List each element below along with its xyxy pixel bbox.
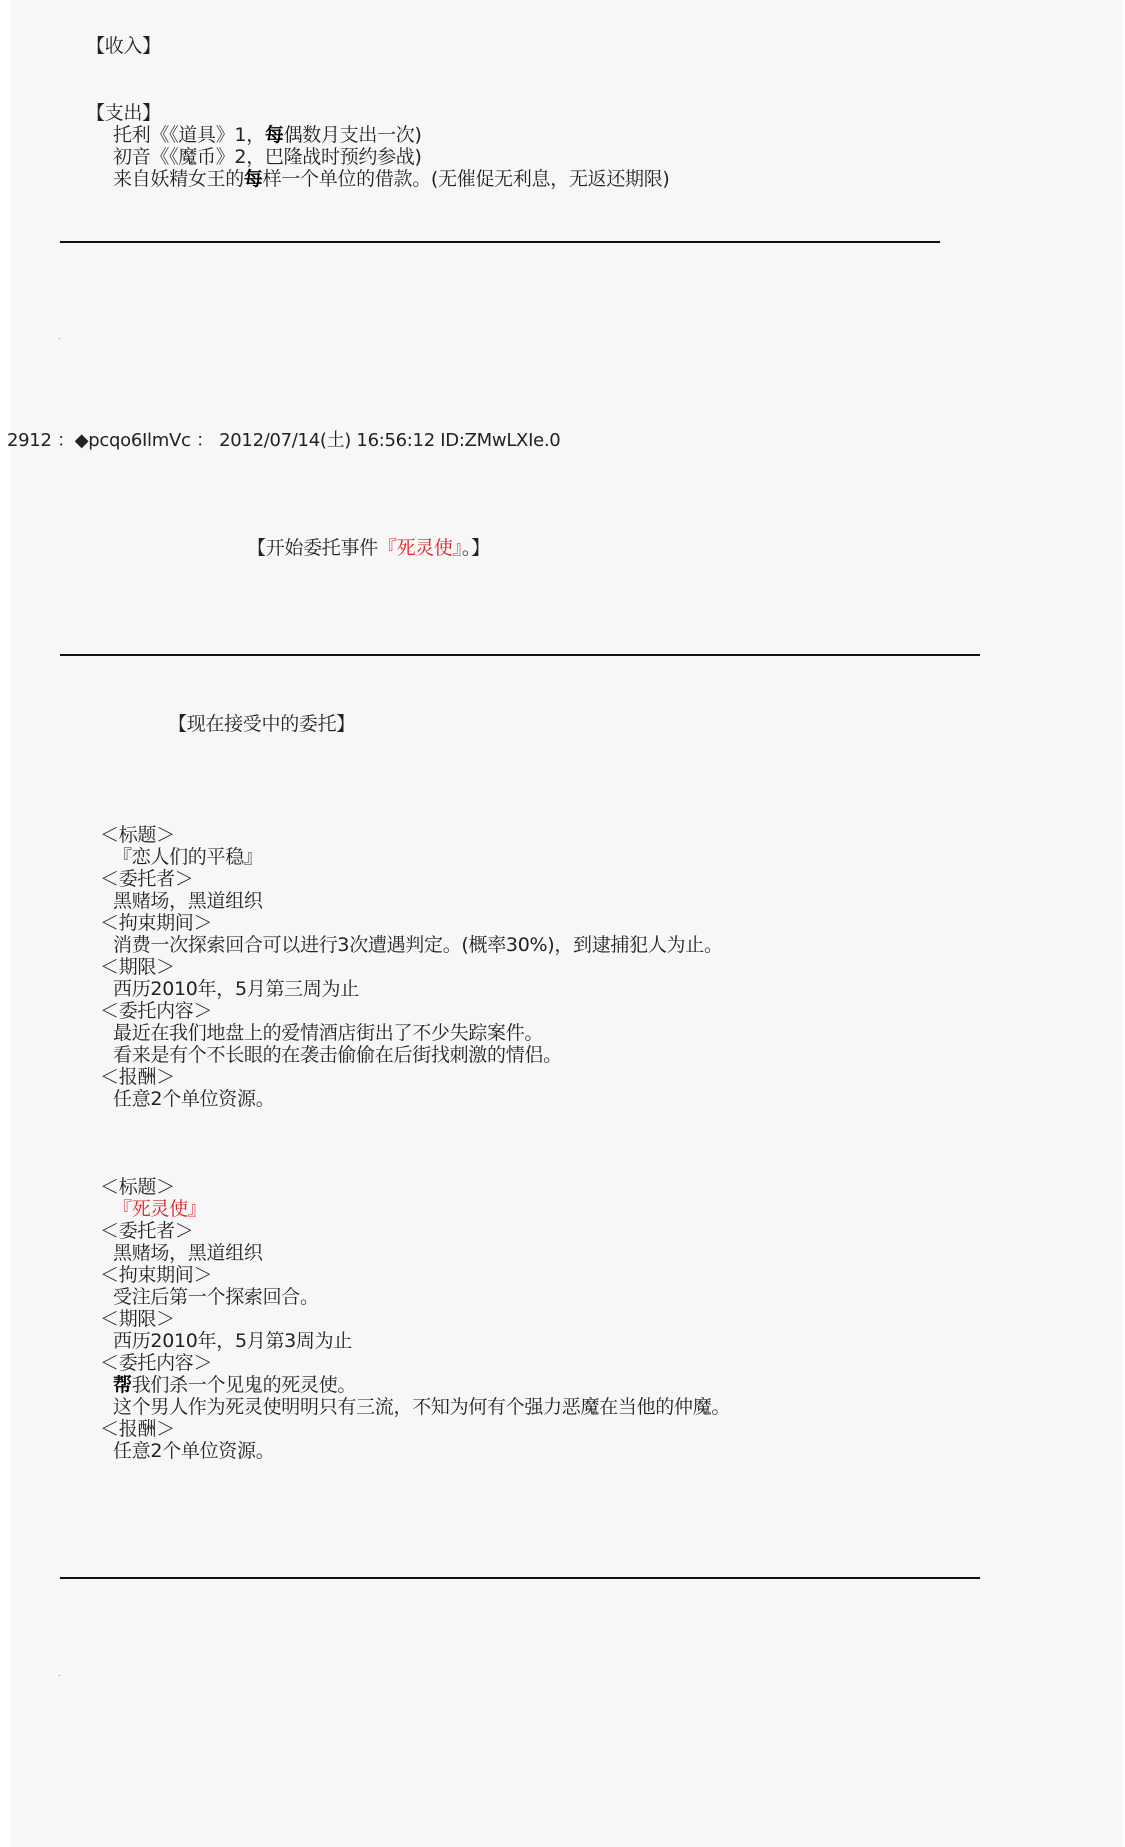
divider-line [60, 241, 940, 243]
commission-1-binding: 消费一次探索回合可以进行3次遭遇判定。(概率30%)，到逮捕犯人为止。 [113, 934, 723, 956]
divider-line [60, 1577, 980, 1579]
commission-2-deadline: 西历2010年，5月第3周为止 [113, 1330, 353, 1352]
expense-header: 【支出】 [86, 102, 161, 124]
commission-1-title: 『恋人们的平稳』 [113, 846, 263, 868]
commission-2-title-label: ＜标题＞ [100, 1176, 175, 1198]
commission-1-client: 黑赌场，黑道组织 [113, 890, 263, 912]
diamond-icon: ◆ [74, 430, 89, 451]
commission-2-binding: 受注后第一个探索回合。 [113, 1286, 319, 1308]
event-name: 『死灵使』 [377, 537, 462, 559]
post-header: 2912 ：◆pcqo6IlmVc ： 2012/07/14(土) 16:56:12 ID:ZMwLXIe.0 [7, 430, 561, 451]
expense-item: 初音《《魔币》2，巴隆战时预约参战) [113, 146, 422, 168]
commission-2-binding-label: ＜拘束期间＞ [100, 1264, 213, 1286]
commission-1-content-line: 最近在我们地盘上的爱情酒店街出了不少失踪案件。 [113, 1022, 544, 1044]
commission-2-title: 『死灵使』 [113, 1198, 207, 1220]
document-page [7, 0, 1122, 1847]
expense-item: 托利《《道具》1，每偶数月支出一次) [113, 124, 422, 146]
expense-item: 来自妖精女王的每样一个单位的借款。(无催促无利息，无返还期限) [113, 168, 670, 190]
post-trip: pcqo6IlmVc [88, 430, 191, 451]
commission-1-content-label: ＜委托内容＞ [100, 1000, 213, 1022]
commission-2-reward-label: ＜报酬＞ [100, 1418, 175, 1440]
commission-2-content-line: 帮我们杀一个见鬼的死灵使。 [113, 1374, 357, 1396]
divider-line [60, 654, 980, 656]
stray-dot [59, 338, 60, 339]
commission-1-content-line: 看来是有个不长眼的在袭击偷偷在后街找刺激的情侣。 [113, 1044, 562, 1066]
commission-1-binding-label: ＜拘束期间＞ [100, 912, 213, 934]
commission-2-content-line: 这个男人作为死灵使明明只有三流，不知为何有个强力恶魔在当他的仲魔。 [113, 1396, 731, 1418]
commission-2-reward: 任意2个单位资源。 [113, 1440, 275, 1462]
commission-2-client: 黑赌场，黑道组织 [113, 1242, 263, 1264]
commission-2-content-label: ＜委托内容＞ [100, 1352, 213, 1374]
commission-2-deadline-label: ＜期限＞ [100, 1308, 175, 1330]
commission-1-client-label: ＜委托者＞ [100, 868, 194, 890]
post-id: ID:ZMwLXIe.0 [440, 430, 561, 451]
commission-2-client-label: ＜委托者＞ [100, 1220, 194, 1242]
commission-1-reward: 任意2个单位资源。 [113, 1088, 275, 1110]
post-datetime: 2012/07/14(土) 16:56:12 [219, 430, 435, 451]
commission-1-title-label: ＜标题＞ [100, 824, 175, 846]
income-header: 【收入】 [86, 35, 161, 57]
commission-1-reward-label: ＜报酬＞ [100, 1066, 175, 1088]
current-commissions-header: 【现在接受中的委托】 [168, 713, 356, 735]
stray-dot [59, 1675, 60, 1676]
post-number: 2912 [7, 430, 52, 451]
event-start: 【开始委托事件『死灵使』。】 [247, 537, 490, 559]
commission-1-deadline: 西历2010年，5月第三周为止 [113, 978, 359, 1000]
commission-1-deadline-label: ＜期限＞ [100, 956, 175, 978]
